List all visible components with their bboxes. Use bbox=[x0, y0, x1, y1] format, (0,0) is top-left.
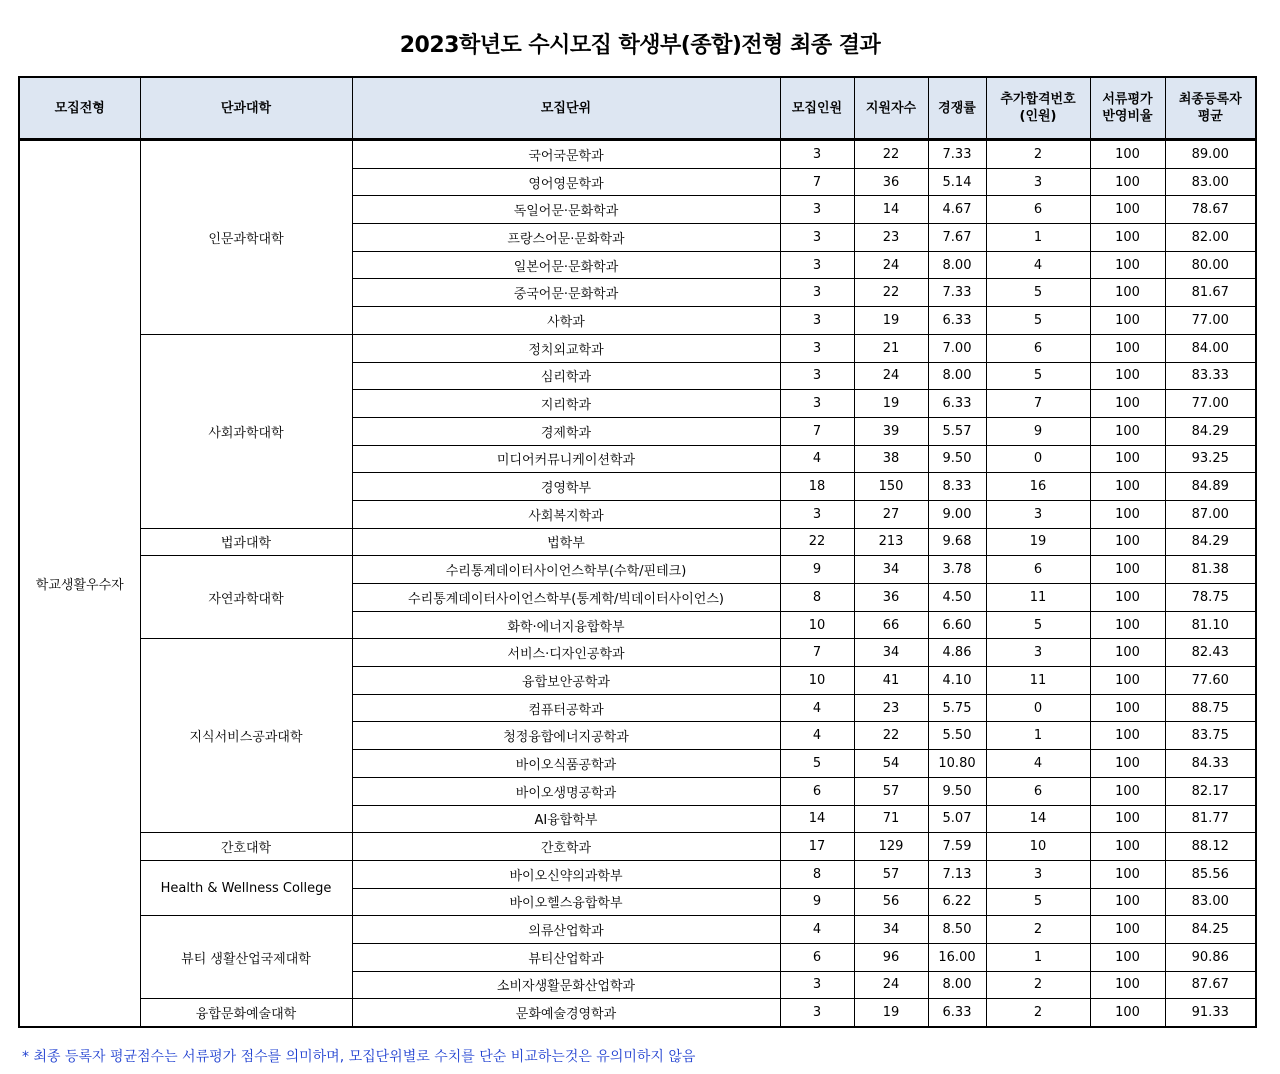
ratio-cell: 6.60 bbox=[928, 611, 986, 639]
average-cell: 83.00 bbox=[1165, 168, 1256, 196]
college-cell: 간호대학 bbox=[140, 833, 352, 861]
average-cell: 80.00 bbox=[1165, 251, 1256, 279]
quota-cell: 6 bbox=[780, 943, 854, 971]
unit-cell: 바이오식품공학과 bbox=[352, 750, 780, 778]
header-quota: 모집인원 bbox=[780, 77, 854, 140]
applicants-cell: 66 bbox=[854, 611, 928, 639]
applicants-cell: 71 bbox=[854, 805, 928, 833]
doc-ratio-cell: 100 bbox=[1090, 168, 1165, 196]
quota-cell: 8 bbox=[780, 584, 854, 612]
unit-cell: 수리통계데이터사이언스학부(수학/핀테크) bbox=[352, 556, 780, 584]
applicants-cell: 34 bbox=[854, 639, 928, 667]
ratio-cell: 4.50 bbox=[928, 584, 986, 612]
quota-cell: 17 bbox=[780, 833, 854, 861]
average-cell: 81.38 bbox=[1165, 556, 1256, 584]
doc-ratio-cell: 100 bbox=[1090, 473, 1165, 501]
applicants-cell: 22 bbox=[854, 722, 928, 750]
average-cell: 93.25 bbox=[1165, 445, 1256, 473]
average-cell: 84.00 bbox=[1165, 334, 1256, 362]
unit-cell: 경제학과 bbox=[352, 417, 780, 445]
average-cell: 88.12 bbox=[1165, 833, 1256, 861]
college-cell: 법과대학 bbox=[140, 528, 352, 556]
average-cell: 81.77 bbox=[1165, 805, 1256, 833]
average-cell: 78.75 bbox=[1165, 584, 1256, 612]
ratio-cell: 9.50 bbox=[928, 777, 986, 805]
ratio-cell: 4.10 bbox=[928, 667, 986, 695]
header-college: 단과대학 bbox=[140, 77, 352, 140]
average-cell: 85.56 bbox=[1165, 860, 1256, 888]
table-row bbox=[19, 528, 1256, 556]
extra-cell: 11 bbox=[986, 667, 1090, 695]
applicants-cell: 19 bbox=[854, 390, 928, 418]
ratio-cell: 6.33 bbox=[928, 307, 986, 335]
admission-type-cell: 학교생활우수자 bbox=[19, 140, 140, 1028]
footnote: * 최종 등록자 평균점수는 서류평가 점수를 의미하며, 모집단위별로 수치를 단순 비교하는것은 유의미하지 않음 bbox=[22, 1049, 696, 1065]
applicants-cell: 150 bbox=[854, 473, 928, 501]
unit-cell: AI융합학부 bbox=[352, 805, 780, 833]
quota-cell: 3 bbox=[780, 362, 854, 390]
table-row bbox=[19, 860, 1256, 888]
average-cell: 77.60 bbox=[1165, 667, 1256, 695]
doc-ratio-cell: 100 bbox=[1090, 777, 1165, 805]
quota-cell: 6 bbox=[780, 777, 854, 805]
quota-cell: 10 bbox=[780, 667, 854, 695]
average-cell: 77.00 bbox=[1165, 307, 1256, 335]
extra-cell: 1 bbox=[986, 224, 1090, 252]
ratio-cell: 9.68 bbox=[928, 528, 986, 556]
doc-ratio-cell: 100 bbox=[1090, 916, 1165, 944]
quota-cell: 3 bbox=[780, 500, 854, 528]
ratio-cell: 7.33 bbox=[928, 140, 986, 169]
ratio-cell: 10.80 bbox=[928, 750, 986, 778]
quota-cell: 7 bbox=[780, 417, 854, 445]
unit-cell: 화학·에너지융합학부 bbox=[352, 611, 780, 639]
doc-ratio-cell: 100 bbox=[1090, 445, 1165, 473]
quota-cell: 9 bbox=[780, 556, 854, 584]
extra-cell: 9 bbox=[986, 417, 1090, 445]
header-applicants: 지원자수 bbox=[854, 77, 928, 140]
ratio-cell: 6.22 bbox=[928, 888, 986, 916]
average-cell: 84.25 bbox=[1165, 916, 1256, 944]
ratio-cell: 8.00 bbox=[928, 362, 986, 390]
table-row bbox=[19, 556, 1256, 584]
table-header bbox=[19, 77, 1256, 140]
extra-cell: 4 bbox=[986, 750, 1090, 778]
average-cell: 83.75 bbox=[1165, 722, 1256, 750]
doc-ratio-cell: 100 bbox=[1090, 528, 1165, 556]
applicants-cell: 24 bbox=[854, 362, 928, 390]
unit-cell: 수리통계데이터사이언스학부(통계학/빅데이터사이언스) bbox=[352, 584, 780, 612]
quota-cell: 7 bbox=[780, 168, 854, 196]
table-row bbox=[19, 334, 1256, 362]
applicants-cell: 14 bbox=[854, 196, 928, 224]
quota-cell: 3 bbox=[780, 279, 854, 307]
ratio-cell: 7.59 bbox=[928, 833, 986, 861]
college-cell: 인문과학대학 bbox=[140, 140, 352, 335]
quota-cell: 3 bbox=[780, 140, 854, 169]
doc-ratio-cell: 100 bbox=[1090, 999, 1165, 1027]
header-avg-line1: 최종등록자 bbox=[1178, 92, 1242, 107]
extra-cell: 16 bbox=[986, 473, 1090, 501]
applicants-cell: 213 bbox=[854, 528, 928, 556]
average-cell: 84.29 bbox=[1165, 528, 1256, 556]
quota-cell: 14 bbox=[780, 805, 854, 833]
applicants-cell: 36 bbox=[854, 168, 928, 196]
extra-cell: 10 bbox=[986, 833, 1090, 861]
ratio-cell: 9.00 bbox=[928, 500, 986, 528]
ratio-cell: 8.50 bbox=[928, 916, 986, 944]
applicants-cell: 57 bbox=[854, 777, 928, 805]
applicants-cell: 22 bbox=[854, 279, 928, 307]
ratio-cell: 6.33 bbox=[928, 390, 986, 418]
doc-ratio-cell: 100 bbox=[1090, 611, 1165, 639]
doc-ratio-cell: 100 bbox=[1090, 639, 1165, 667]
table-row bbox=[19, 999, 1256, 1027]
table-row bbox=[19, 140, 1256, 169]
average-cell: 77.00 bbox=[1165, 390, 1256, 418]
header-average bbox=[1165, 77, 1256, 140]
doc-ratio-cell: 100 bbox=[1090, 251, 1165, 279]
applicants-cell: 57 bbox=[854, 860, 928, 888]
doc-ratio-cell: 100 bbox=[1090, 362, 1165, 390]
header-ratio: 경쟁률 bbox=[928, 77, 986, 140]
unit-cell: 일본어문·문화학과 bbox=[352, 251, 780, 279]
applicants-cell: 56 bbox=[854, 888, 928, 916]
ratio-cell: 5.75 bbox=[928, 694, 986, 722]
header-extra-line2: (인원) bbox=[1019, 109, 1057, 124]
quota-cell: 4 bbox=[780, 722, 854, 750]
quota-cell: 7 bbox=[780, 639, 854, 667]
extra-cell: 5 bbox=[986, 307, 1090, 335]
average-cell: 87.00 bbox=[1165, 500, 1256, 528]
applicants-cell: 19 bbox=[854, 307, 928, 335]
header-extra bbox=[986, 77, 1090, 140]
ratio-cell: 8.33 bbox=[928, 473, 986, 501]
doc-ratio-cell: 100 bbox=[1090, 140, 1165, 169]
extra-cell: 5 bbox=[986, 362, 1090, 390]
doc-ratio-cell: 100 bbox=[1090, 196, 1165, 224]
average-cell: 82.00 bbox=[1165, 224, 1256, 252]
extra-cell: 14 bbox=[986, 805, 1090, 833]
applicants-cell: 41 bbox=[854, 667, 928, 695]
ratio-cell: 8.00 bbox=[928, 971, 986, 999]
applicants-cell: 24 bbox=[854, 251, 928, 279]
doc-ratio-cell: 100 bbox=[1090, 667, 1165, 695]
header-avg-line2: 평균 bbox=[1197, 109, 1223, 124]
unit-cell: 바이오헬스융합학부 bbox=[352, 888, 780, 916]
doc-ratio-cell: 100 bbox=[1090, 750, 1165, 778]
unit-cell: 서비스·디자인공학과 bbox=[352, 639, 780, 667]
quota-cell: 3 bbox=[780, 224, 854, 252]
unit-cell: 청정융합에너지공학과 bbox=[352, 722, 780, 750]
average-cell: 90.86 bbox=[1165, 943, 1256, 971]
average-cell: 84.89 bbox=[1165, 473, 1256, 501]
doc-ratio-cell: 100 bbox=[1090, 833, 1165, 861]
header-doc-ratio bbox=[1090, 77, 1165, 140]
applicants-cell: 21 bbox=[854, 334, 928, 362]
quota-cell: 3 bbox=[780, 251, 854, 279]
average-cell: 84.33 bbox=[1165, 750, 1256, 778]
unit-cell: 소비자생활문화산업학과 bbox=[352, 971, 780, 999]
doc-ratio-cell: 100 bbox=[1090, 805, 1165, 833]
doc-ratio-cell: 100 bbox=[1090, 390, 1165, 418]
unit-cell: 사학과 bbox=[352, 307, 780, 335]
doc-ratio-cell: 100 bbox=[1090, 334, 1165, 362]
doc-ratio-cell: 100 bbox=[1090, 556, 1165, 584]
header-doc-line2: 반영비율 bbox=[1102, 109, 1153, 124]
quota-cell: 5 bbox=[780, 750, 854, 778]
average-cell: 84.29 bbox=[1165, 417, 1256, 445]
college-cell: 뷰티 생활산업국제대학 bbox=[140, 916, 352, 999]
unit-cell: 뷰티산업학과 bbox=[352, 943, 780, 971]
extra-cell: 2 bbox=[986, 999, 1090, 1027]
college-cell: 자연과학대학 bbox=[140, 556, 352, 639]
quota-cell: 3 bbox=[780, 999, 854, 1027]
extra-cell: 2 bbox=[986, 140, 1090, 169]
doc-ratio-cell: 100 bbox=[1090, 694, 1165, 722]
applicants-cell: 19 bbox=[854, 999, 928, 1027]
table-body bbox=[19, 140, 1256, 1028]
doc-ratio-cell: 100 bbox=[1090, 307, 1165, 335]
extra-cell: 3 bbox=[986, 639, 1090, 667]
quota-cell: 4 bbox=[780, 916, 854, 944]
doc-ratio-cell: 100 bbox=[1090, 971, 1165, 999]
unit-cell: 바이오생명공학과 bbox=[352, 777, 780, 805]
extra-cell: 6 bbox=[986, 556, 1090, 584]
average-cell: 83.33 bbox=[1165, 362, 1256, 390]
unit-cell: 중국어문·문화학과 bbox=[352, 279, 780, 307]
table-row bbox=[19, 916, 1256, 944]
unit-cell: 경영학부 bbox=[352, 473, 780, 501]
extra-cell: 5 bbox=[986, 888, 1090, 916]
quota-cell: 3 bbox=[780, 307, 854, 335]
ratio-cell: 4.86 bbox=[928, 639, 986, 667]
header-unit: 모집단위 bbox=[352, 77, 780, 140]
header-extra-line1: 추가합격번호 bbox=[1000, 92, 1076, 107]
college-cell: 융합문화예술대학 bbox=[140, 999, 352, 1027]
quota-cell: 4 bbox=[780, 445, 854, 473]
extra-cell: 3 bbox=[986, 168, 1090, 196]
extra-cell: 6 bbox=[986, 196, 1090, 224]
ratio-cell: 3.78 bbox=[928, 556, 986, 584]
college-cell: Health & Wellness College bbox=[140, 860, 352, 915]
doc-ratio-cell: 100 bbox=[1090, 722, 1165, 750]
ratio-cell: 5.14 bbox=[928, 168, 986, 196]
applicants-cell: 23 bbox=[854, 224, 928, 252]
extra-cell: 5 bbox=[986, 279, 1090, 307]
ratio-cell: 5.50 bbox=[928, 722, 986, 750]
quota-cell: 4 bbox=[780, 694, 854, 722]
ratio-cell: 7.33 bbox=[928, 279, 986, 307]
average-cell: 89.00 bbox=[1165, 140, 1256, 169]
college-cell: 사회과학대학 bbox=[140, 334, 352, 528]
table-row bbox=[19, 833, 1256, 861]
unit-cell: 융합보안공학과 bbox=[352, 667, 780, 695]
doc-ratio-cell: 100 bbox=[1090, 500, 1165, 528]
ratio-cell: 4.67 bbox=[928, 196, 986, 224]
doc-ratio-cell: 100 bbox=[1090, 584, 1165, 612]
quota-cell: 10 bbox=[780, 611, 854, 639]
unit-cell: 프랑스어문·문화학과 bbox=[352, 224, 780, 252]
average-cell: 81.67 bbox=[1165, 279, 1256, 307]
quota-cell: 18 bbox=[780, 473, 854, 501]
applicants-cell: 96 bbox=[854, 943, 928, 971]
unit-cell: 간호학과 bbox=[352, 833, 780, 861]
unit-cell: 영어영문학과 bbox=[352, 168, 780, 196]
unit-cell: 독일어문·문화학과 bbox=[352, 196, 780, 224]
extra-cell: 1 bbox=[986, 943, 1090, 971]
extra-cell: 5 bbox=[986, 611, 1090, 639]
applicants-cell: 27 bbox=[854, 500, 928, 528]
quota-cell: 22 bbox=[780, 528, 854, 556]
applicants-cell: 34 bbox=[854, 916, 928, 944]
header-admission-type: 모집전형 bbox=[19, 77, 140, 140]
average-cell: 83.00 bbox=[1165, 888, 1256, 916]
quota-cell: 3 bbox=[780, 334, 854, 362]
doc-ratio-cell: 100 bbox=[1090, 224, 1165, 252]
unit-cell: 심리학과 bbox=[352, 362, 780, 390]
results-table bbox=[18, 76, 1257, 1028]
doc-ratio-cell: 100 bbox=[1090, 417, 1165, 445]
ratio-cell: 9.50 bbox=[928, 445, 986, 473]
unit-cell: 국어국문학과 bbox=[352, 140, 780, 169]
extra-cell: 3 bbox=[986, 860, 1090, 888]
extra-cell: 7 bbox=[986, 390, 1090, 418]
extra-cell: 0 bbox=[986, 445, 1090, 473]
average-cell: 81.10 bbox=[1165, 611, 1256, 639]
quota-cell: 3 bbox=[780, 390, 854, 418]
quota-cell: 8 bbox=[780, 860, 854, 888]
extra-cell: 1 bbox=[986, 722, 1090, 750]
average-cell: 88.75 bbox=[1165, 694, 1256, 722]
quota-cell: 3 bbox=[780, 971, 854, 999]
header-doc-line1: 서류평가 bbox=[1102, 92, 1153, 107]
extra-cell: 2 bbox=[986, 916, 1090, 944]
ratio-cell: 5.57 bbox=[928, 417, 986, 445]
ratio-cell: 7.00 bbox=[928, 334, 986, 362]
page-title: 2023학년도 수시모집 학생부(종합)전형 최종 결과 bbox=[399, 33, 881, 58]
ratio-cell: 7.13 bbox=[928, 860, 986, 888]
extra-cell: 3 bbox=[986, 500, 1090, 528]
doc-ratio-cell: 100 bbox=[1090, 888, 1165, 916]
average-cell: 82.17 bbox=[1165, 777, 1256, 805]
college-cell: 지식서비스공과대학 bbox=[140, 639, 352, 833]
ratio-cell: 7.67 bbox=[928, 224, 986, 252]
extra-cell: 6 bbox=[986, 777, 1090, 805]
extra-cell: 11 bbox=[986, 584, 1090, 612]
unit-cell: 법학부 bbox=[352, 528, 780, 556]
extra-cell: 0 bbox=[986, 694, 1090, 722]
average-cell: 91.33 bbox=[1165, 999, 1256, 1027]
quota-cell: 9 bbox=[780, 888, 854, 916]
unit-cell: 정치외교학과 bbox=[352, 334, 780, 362]
applicants-cell: 54 bbox=[854, 750, 928, 778]
applicants-cell: 36 bbox=[854, 584, 928, 612]
unit-cell: 컴퓨터공학과 bbox=[352, 694, 780, 722]
unit-cell: 바이오신약의과학부 bbox=[352, 860, 780, 888]
extra-cell: 4 bbox=[986, 251, 1090, 279]
unit-cell: 지리학과 bbox=[352, 390, 780, 418]
unit-cell: 문화예술경영학과 bbox=[352, 999, 780, 1027]
applicants-cell: 129 bbox=[854, 833, 928, 861]
applicants-cell: 38 bbox=[854, 445, 928, 473]
ratio-cell: 8.00 bbox=[928, 251, 986, 279]
doc-ratio-cell: 100 bbox=[1090, 279, 1165, 307]
ratio-cell: 5.07 bbox=[928, 805, 986, 833]
average-cell: 82.43 bbox=[1165, 639, 1256, 667]
extra-cell: 6 bbox=[986, 334, 1090, 362]
unit-cell: 의류산업학과 bbox=[352, 916, 780, 944]
applicants-cell: 22 bbox=[854, 140, 928, 169]
average-cell: 87.67 bbox=[1165, 971, 1256, 999]
applicants-cell: 24 bbox=[854, 971, 928, 999]
unit-cell: 미디어커뮤니케이션학과 bbox=[352, 445, 780, 473]
average-cell: 78.67 bbox=[1165, 196, 1256, 224]
extra-cell: 2 bbox=[986, 971, 1090, 999]
ratio-cell: 6.33 bbox=[928, 999, 986, 1027]
doc-ratio-cell: 100 bbox=[1090, 943, 1165, 971]
applicants-cell: 39 bbox=[854, 417, 928, 445]
quota-cell: 3 bbox=[780, 196, 854, 224]
applicants-cell: 23 bbox=[854, 694, 928, 722]
unit-cell: 사회복지학과 bbox=[352, 500, 780, 528]
table-row bbox=[19, 639, 1256, 667]
extra-cell: 19 bbox=[986, 528, 1090, 556]
doc-ratio-cell: 100 bbox=[1090, 860, 1165, 888]
applicants-cell: 34 bbox=[854, 556, 928, 584]
ratio-cell: 16.00 bbox=[928, 943, 986, 971]
